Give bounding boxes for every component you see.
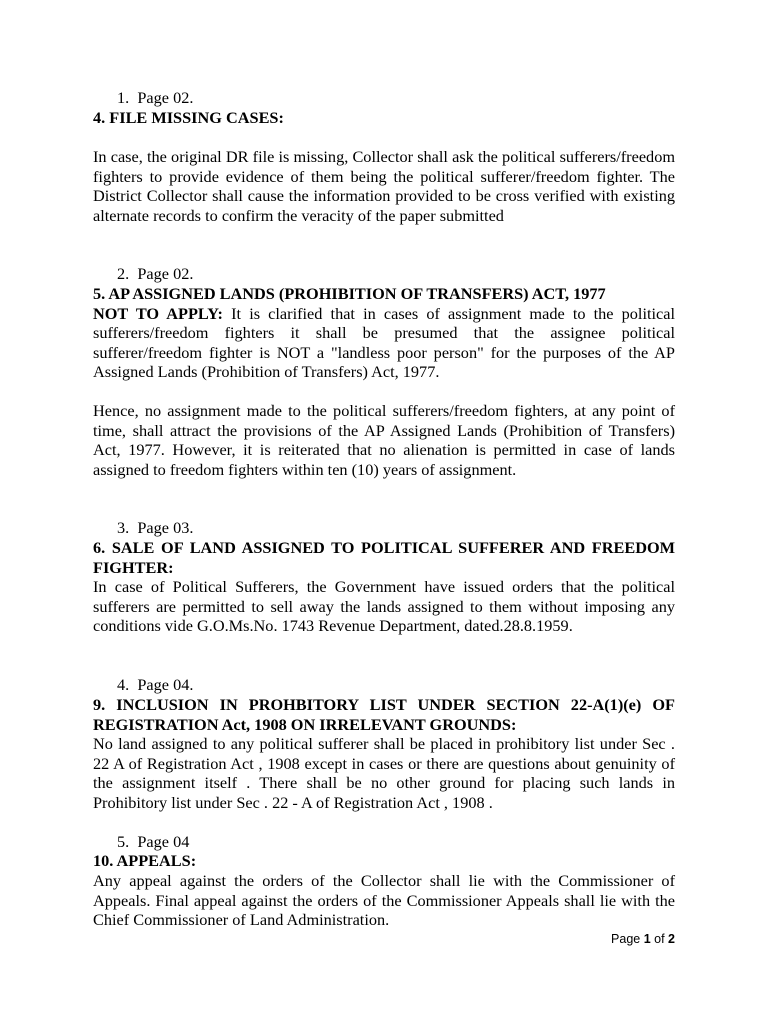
page-number-prefix: Page: [611, 932, 644, 946]
paragraph: No land assigned to any political sufferer shall be placed in prohibitory list under Sec . 22 A of Registration Act , 1908 except in cases or there are questions about genuinity of the assignment itself . There shall be no other ground for placing such lands in Prohibitory list under Sec . 22 - A of Registration Act , 1908 .: [93, 734, 675, 812]
page-number: [611, 931, 675, 947]
list-marker: 1. Page 02.: [117, 88, 194, 107]
section-heading: 5. AP ASSIGNED LANDS (PROHIBITION OF TRANSFERS) ACT, 1977: [93, 284, 606, 303]
section-heading: 4. FILE MISSING CASES:: [93, 108, 284, 127]
section-heading: 6. SALE OF LAND ASSIGNED TO POLITICAL SUFFERER AND FREEDOM FIGHTER:: [93, 538, 675, 577]
section-heading-continuation: NOT TO APPLY:: [93, 303, 223, 323]
section-heading: 10. APPEALS:: [93, 851, 197, 870]
paragraph: [93, 304, 675, 382]
page-current: 1: [643, 932, 651, 946]
list-marker: 5. Page 04: [117, 832, 190, 851]
page-total: 2: [668, 932, 675, 946]
section-heading: 9. INCLUSION IN PROHBITORY LIST UNDER SECTION 22-A(1)(e) OF REGISTRATION Act, 1908 ON IRRELEVANT GROUNDS:: [93, 695, 675, 734]
list-marker: 3. Page 03.: [117, 518, 194, 537]
list-marker: 2. Page 02.: [117, 264, 194, 283]
paragraph: In case, the original DR file is missing, Collector shall ask the political sufferers/freedom fighters to provide evidence of them being the political sufferer/freedom fighter. The District Collector shall cause the information provided to be cross verified with existing alternate records to confirm the veracity of the paper submitted: [93, 147, 675, 225]
paragraph: In case of Political Sufferers, the Government have issued orders that the political sufferers are permitted to sell away the lands assigned to them without imposing any conditions vide G.O.Ms.No. 1743 Revenue Department, dated.28.8.1959.: [93, 577, 675, 636]
paragraph: Hence, no assignment made to the political sufferers/freedom fighters, at any point of time, shall attract the provisions of the AP Assigned Lands (Prohibition of Transfers) Act, 1977. However, it is reiterated that no alienation is permitted in case of lands assigned to freedom fighters within ten (10) years of assignment.: [93, 401, 675, 479]
paragraph: Any appeal against the orders of the Collector shall lie with the Commissioner of Appeals. Final appeal against the orders of the Commissioner Appeals shall lie with the Chief Commissioner of Land Administration.: [93, 871, 675, 930]
list-marker: 4. Page 04.: [117, 675, 194, 694]
page-number-separator: of: [650, 932, 669, 946]
paragraph-text: It is clarified that in cases of assignment made to the political sufferers/freedom fighters it shall be presumed that the assignee political sufferer/freedom fighter is NOT a "landless poor person" for the purposes of the AP Assigned Lands (Prohibition of Transfers) Act, 1977.: [93, 303, 675, 382]
